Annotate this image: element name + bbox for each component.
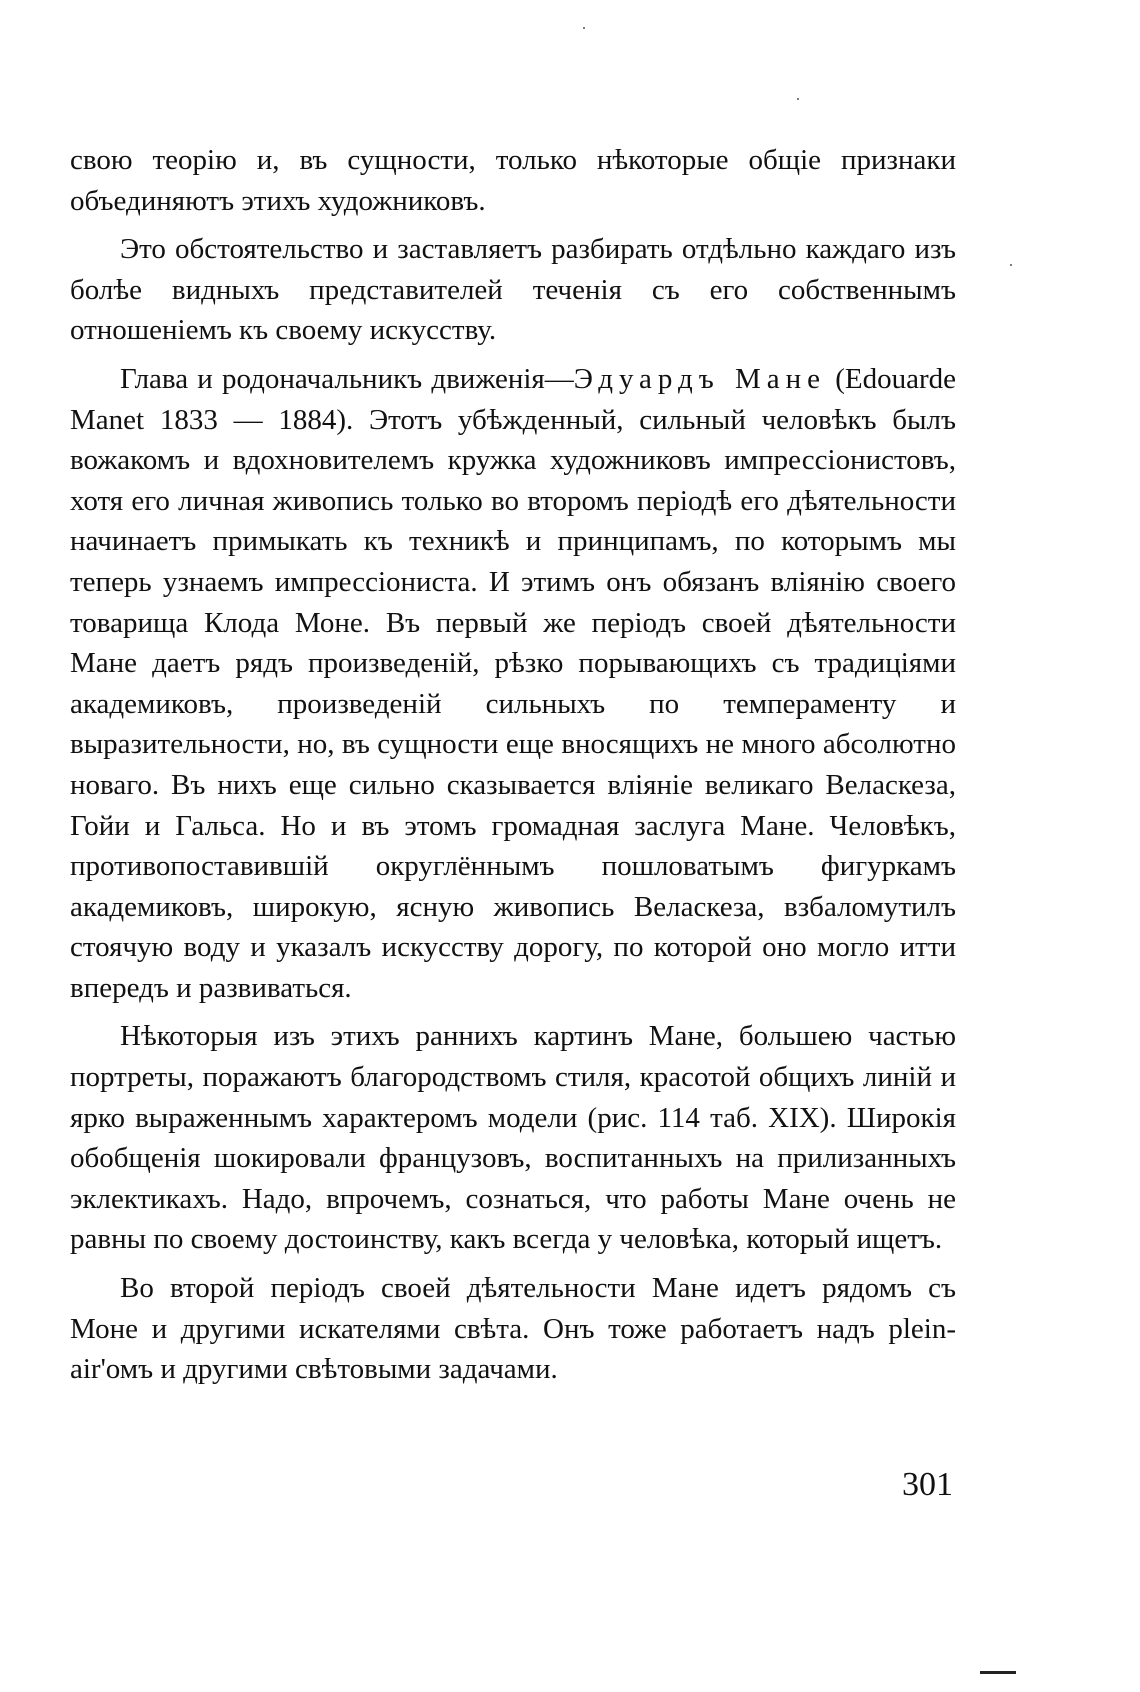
paragraph: Это обстоятельство и заставляетъ разбирать отдѣльно каждаго изъ болѣе видныхъ представителей теченія съ его собственнымъ отношеніемъ къ своему искусству. <box>70 233 956 347</box>
paragraph: свою теорію и, въ сущности, только нѣкоторые общіе признаки объединяютъ этихъ художниковъ. <box>70 144 956 217</box>
page-body <box>70 140 956 1398</box>
paragraph-lead: Глава и родоначальникъ движенія— <box>120 362 574 395</box>
artist-name: Эдуардъ Мане <box>573 362 827 395</box>
scan-speck <box>797 98 799 100</box>
scan-speck <box>583 27 585 29</box>
scan-speck <box>1010 264 1012 266</box>
paragraph: Во второй періодъ своей дѣятельности Мане идетъ рядомъ съ Моне и другими искателями свѣта. Онъ тоже работаетъ надъ plein-air'омъ и другими свѣтовыми задачами. <box>70 1272 956 1386</box>
paragraph <box>70 359 956 1009</box>
scan-mark <box>980 1671 1016 1674</box>
page-number: 301 <box>902 1466 953 1503</box>
paragraph: Нѣкоторыя изъ этихъ раннихъ картинъ Мане, большею частью портреты, поражаютъ благородствомъ стиля, красотой общихъ линій и ярко выраженнымъ характеромъ модели (рис. 114 таб. XIX). Широкія обобщенія шокировали французовъ, воспитанныхъ на прилизанныхъ эклектикахъ. Надо, впрочемъ, сознаться, что работы Мане очень не равны по своему достоинству, какъ всегда у человѣка, который ищетъ. <box>70 1020 956 1256</box>
paragraph-text: (Edouarde Manet 1833 — 1884). Этотъ убѣжденный, сильный человѣкъ былъ вожакомъ и вдохновителемъ кружка художниковъ импрессіонистовъ, хотя его личная живопись только во второмъ періодѣ его дѣятельности начинаетъ примыкать къ техникѣ и принципамъ, по которымъ мы теперь узнаемъ импрессіониста. И этимъ онъ обязанъ вліянію своего товарища Клода Моне. Въ первый же періодъ своей дѣятельности Мане даетъ рядъ произведеній, рѣзко порывающихъ съ традиціями академиковъ, произведеній сильныхъ по темпераменту и выразительности, но, въ сущности еще вносящихъ не много абсолютно новаго. Въ нихъ еще сильно сказывается вліяніе великаго Веласкеза, Гойи и Гальса. Но и въ этомъ громадная заслуга Мане. Человѣкъ, противопоставившій округлённымъ пошловатымъ фигуркамъ академиковъ, широкую, ясную живопись Веласкеза, взбаломутилъ стоячую воду и указалъ искусству дорогу, по которой оно могло итти впередъ и развиваться. <box>70 362 956 1004</box>
